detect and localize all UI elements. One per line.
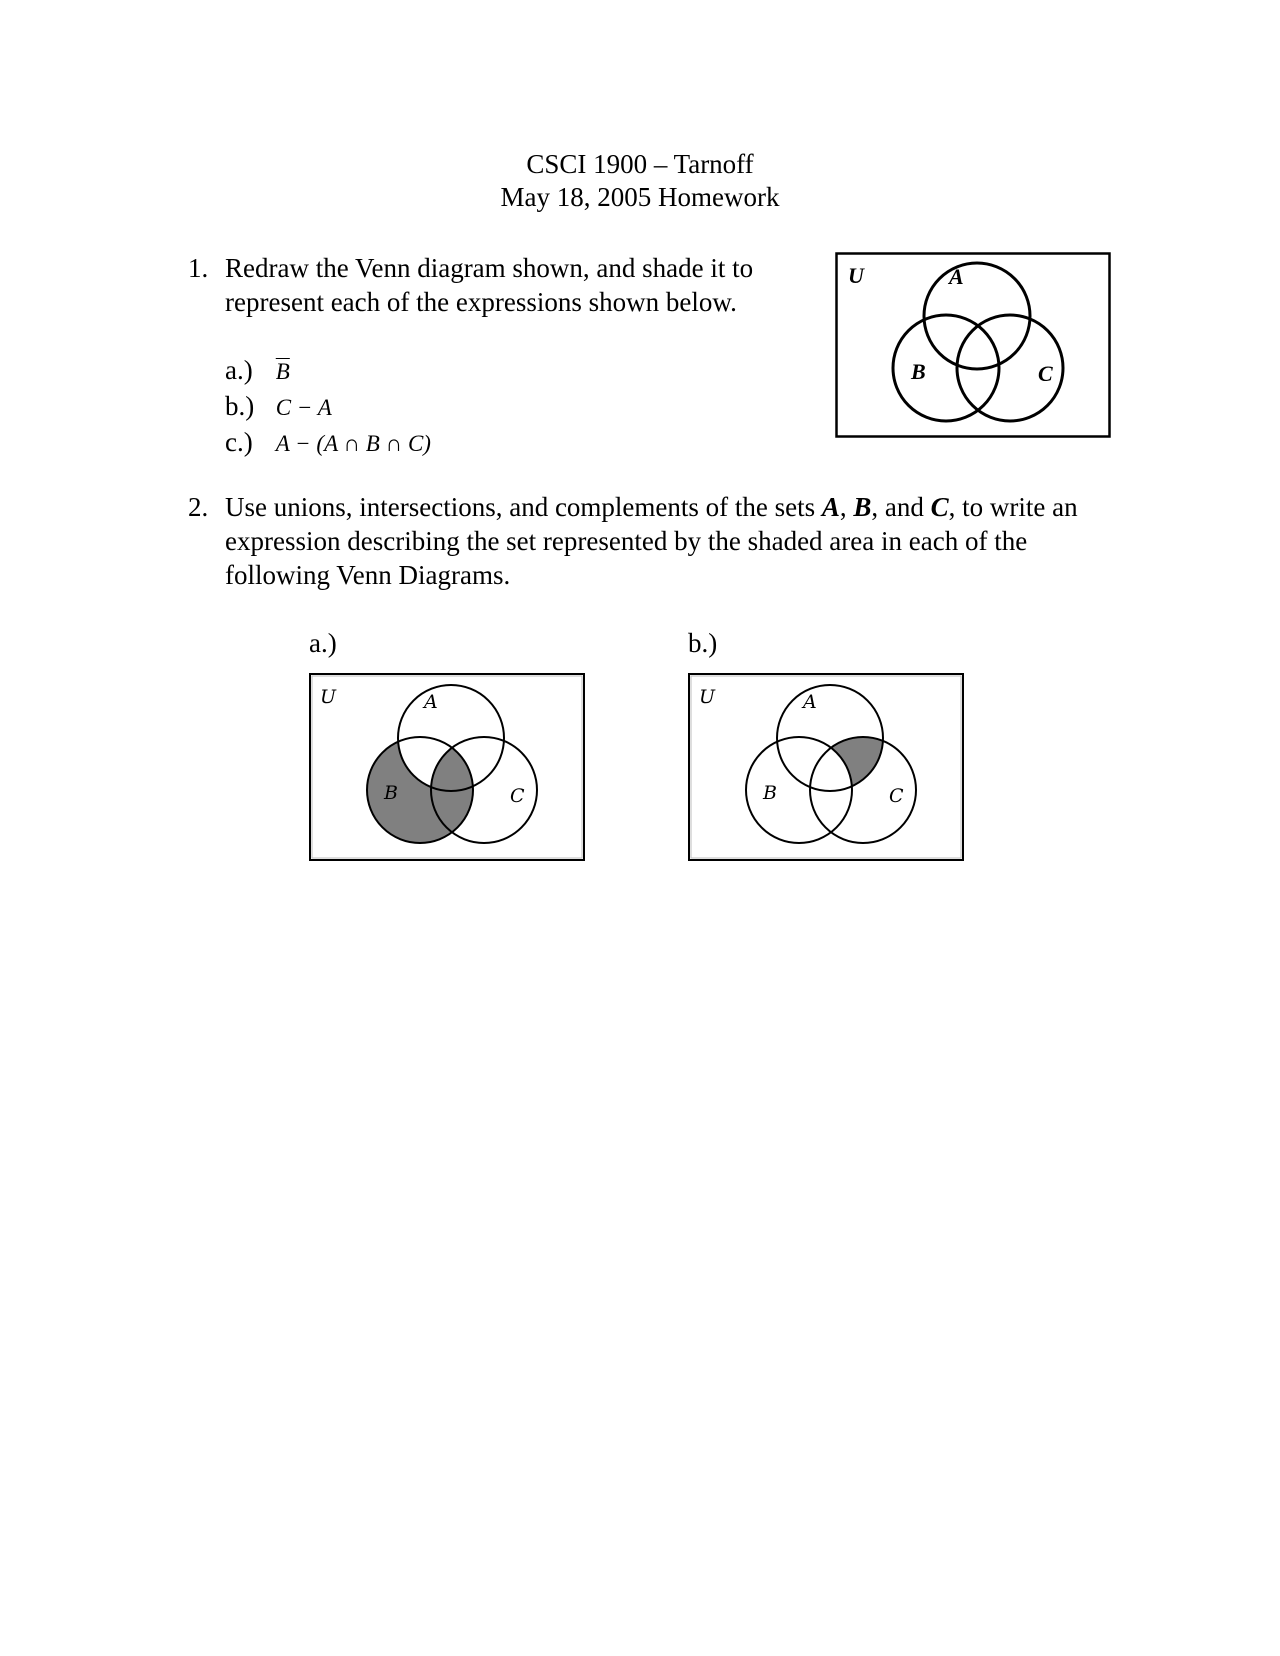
label-set-c: C bbox=[889, 785, 904, 807]
venn-diagram-2a bbox=[309, 673, 585, 861]
separator-2: , and bbox=[871, 492, 931, 522]
label-set-b: B bbox=[911, 359, 926, 384]
label-set-c: C bbox=[510, 785, 525, 807]
question-2-text-start: Use unions, intersections, and complements of the sets bbox=[225, 492, 822, 522]
label-universe: U bbox=[848, 263, 864, 288]
part-b-label: b.) bbox=[225, 391, 255, 421]
assignment-date: May 18, 2005 Homework bbox=[500, 182, 780, 212]
label-universe: U bbox=[320, 686, 337, 708]
label-set-a: A bbox=[949, 264, 964, 289]
set-c-name: C bbox=[930, 492, 949, 522]
course-title: CSCI 1900 – Tarnoff bbox=[526, 149, 754, 179]
question-2-text bbox=[225, 490, 1085, 592]
part-a-label: a.) bbox=[225, 355, 253, 385]
label-set-b: B bbox=[384, 782, 398, 804]
part-c bbox=[225, 425, 431, 461]
venn-diagram-2b bbox=[688, 673, 964, 861]
label-set-a: A bbox=[424, 691, 438, 713]
label-universe: U bbox=[699, 686, 716, 708]
label-set-b: B bbox=[763, 782, 777, 804]
diagram-a-label: a.) bbox=[309, 628, 337, 658]
part-a-expression: $\overline{B}$ bbox=[275, 359, 290, 384]
label-set-c: C bbox=[1038, 361, 1053, 386]
venn-diagram-q1 bbox=[835, 252, 1111, 438]
part-c-label: c.) bbox=[225, 427, 253, 457]
universe-box bbox=[837, 254, 1110, 437]
question-1-parts bbox=[225, 353, 431, 461]
question-2-number: 2. bbox=[188, 492, 209, 522]
part-b bbox=[225, 389, 431, 425]
part-a bbox=[225, 353, 431, 389]
question-2-text-end: , to write an expression describing the set represented by the shaded area in each of the following Venn Diagrams. bbox=[225, 492, 1078, 590]
part-b-expression: C − A bbox=[275, 395, 332, 420]
part-c-expression: A − (A ∩ B ∩ C) bbox=[275, 431, 431, 456]
question-1-number: 1. bbox=[188, 253, 209, 283]
set-b-name: B bbox=[853, 492, 872, 522]
diagram-b-label: b.) bbox=[688, 628, 718, 658]
label-set-a: A bbox=[803, 691, 817, 713]
page-header bbox=[0, 148, 1280, 214]
separator-1: , bbox=[839, 492, 854, 522]
set-a-name: A bbox=[821, 492, 840, 522]
question-1-text: Redraw the Venn diagram shown, and shade it to represent each of the expressions shown below. bbox=[225, 253, 754, 317]
